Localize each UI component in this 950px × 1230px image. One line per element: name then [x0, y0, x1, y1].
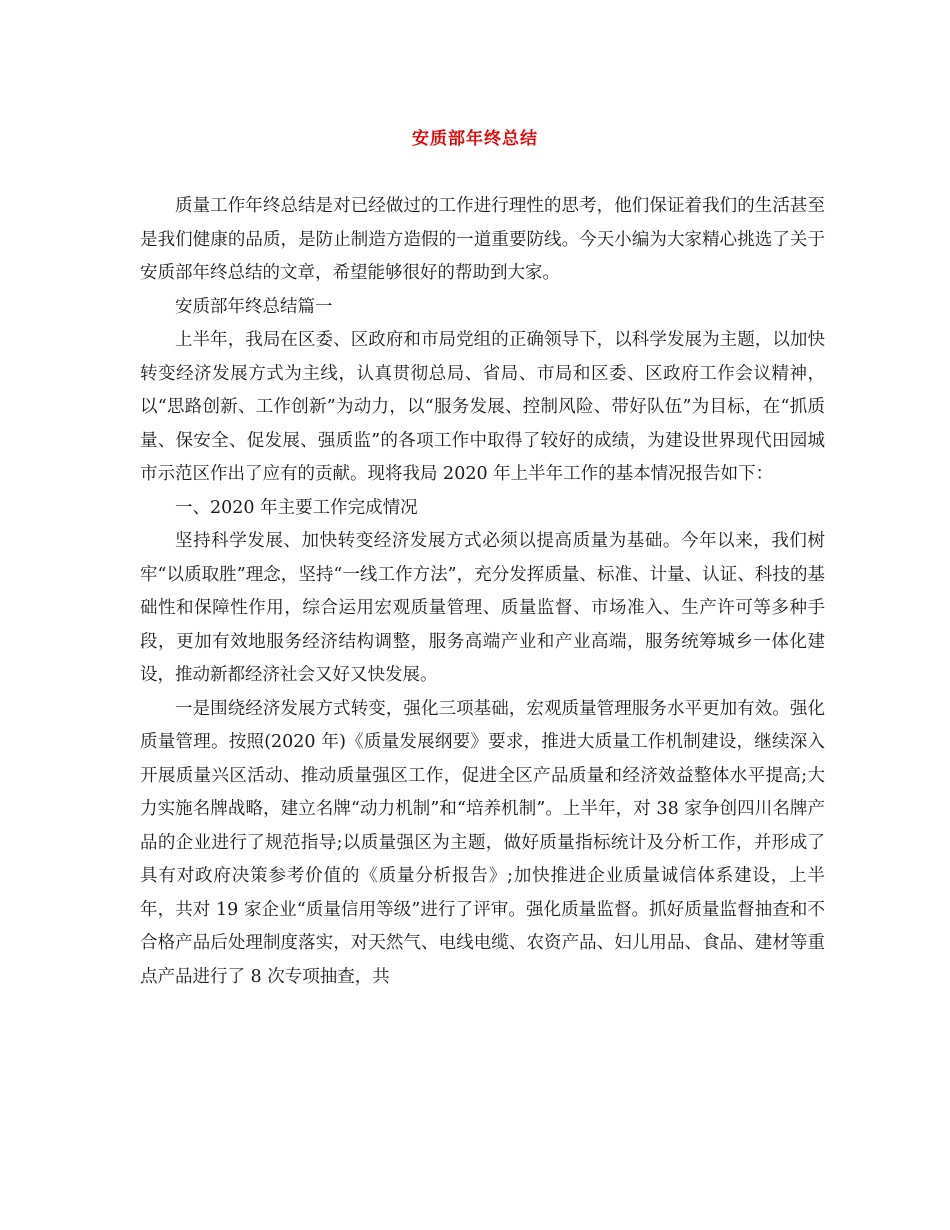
section-heading-part-one: 安质部年终总结篇一	[175, 296, 333, 317]
intro-paragraph: 质量工作年终总结是对已经做过的工作进行理性的思考，他们保证着我们的生活甚至是我们健康的品质，是防止制造方造假的一道重要防线。今天小编为大家精心挑选了关于安质部年终总结的文章，希望能够很好的帮助到大家。	[140, 196, 825, 283]
overview-paragraph: 上半年，我局在区委、区政府和市局党组的正确领导下，以科学发展为主题，以加快转变经济发展方式为主线，认真贯彻总局、省局、市局和区委、区政府工作会议精神，以“思路创新、工作创新”为动力，以“服务发展、控制风险、带好队伍”为目标，在“抓质量、保安全、促发展、强质监”的各项工作中取得了较好的成绩，为建设世界现代田园城市示范区作出了应有的贡献。现将我局 2020 年上半年工作的基本情况报告如下：	[140, 330, 825, 484]
section-heading-main-work: 一、2020 年主要工作完成情况	[175, 497, 418, 518]
document-title: 安质部年终总结	[412, 129, 538, 149]
quality-management-paragraph: 一是围绕经济发展方式转变，强化三项基础，宏观质量管理服务水平更加有效。强化质量管理。按照(2020 年)《质量发展纲要》要求，推进大质量工作机制建设，继续深入开展质量兴区活动、推动质量强区工作，促进全区产品质量和经济效益整体水平提高;大力实施名牌战略，建立名牌“动力机制”和“培养机制”。上半年，对 38 家争创四川名牌产品的企业进行了规范指导;以质量强区为主题，做好质量指标统计及分析工作，并形成了具有对政府决策参考价值的《质量分析报告》;加快推进企业质量诚信体系建设，上半年，共对 19 家企业“质量信用等级”进行了评审。强化质量监督。抓好质量监督抽查和不合格产品后处理制度落实，对天然气、电线电缆、农资产品、妇儿用品、食品、建材等重点产品进行了 8 次专项抽查，共	[140, 698, 825, 987]
development-paragraph: 坚持科学发展、加快转变经济发展方式必须以提高质量为基础。今年以来，我们树牢“以质取胜”理念，坚持“一线工作方法”，充分发挥质量、标准、计量、认证、科技的基础性和保障性作用，综合运用宏观质量管理、质量监督、市场准入、生产许可等多种手段，更加有效地服务经济结构调整，服务高端产业和产业高端，服务统筹城乡一体化建设，推动新都经济社会又好又快发展。	[140, 531, 825, 685]
document-body	[140, 190, 825, 994]
